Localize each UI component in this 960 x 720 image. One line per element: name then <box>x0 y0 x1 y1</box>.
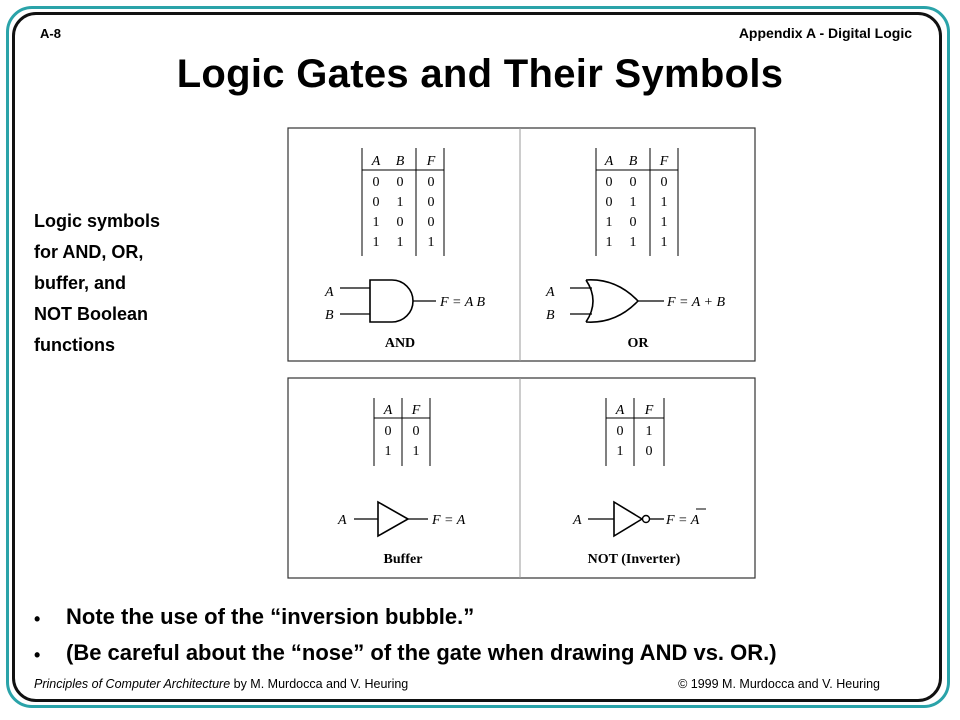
not-header-f: F <box>644 403 654 418</box>
and-cell: 0 <box>372 195 380 210</box>
not-truth-table <box>606 398 664 466</box>
and-cell: 0 <box>427 175 435 190</box>
or-cell: 1 <box>629 235 637 250</box>
buffer-cell: 1 <box>412 444 420 459</box>
or-input-a-label: A <box>546 285 555 300</box>
and-input-b-label: B <box>325 308 334 323</box>
and-gate-name: AND <box>384 336 416 351</box>
bullet-item <box>34 604 954 640</box>
not-cell: 0 <box>616 424 624 439</box>
bullet-item <box>34 640 954 676</box>
footer-authors: by M. Murdocca and V. Heuring <box>230 677 409 691</box>
footer-book-title: Principles of Computer Architecture <box>34 677 231 691</box>
and-input-a-label: A <box>325 285 334 300</box>
and-cell: 1 <box>427 235 435 250</box>
not-header-a: A <box>615 403 625 418</box>
and-truth-table <box>362 148 444 256</box>
and-cell: 0 <box>396 175 404 190</box>
and-cell: 1 <box>372 215 380 230</box>
and-header-f: F <box>426 154 436 169</box>
caption-line: functions <box>34 335 115 355</box>
buffer-cell: 0 <box>384 424 392 439</box>
or-header-a: A <box>604 154 614 169</box>
caption-line: buffer, and <box>34 273 127 293</box>
or-gate-symbol <box>570 280 664 322</box>
buffer-header-a: A <box>383 403 393 418</box>
or-cell: 0 <box>629 175 637 190</box>
and-gate-symbol <box>340 280 436 322</box>
or-cell: 0 <box>605 175 613 190</box>
buffer-gate-name: Buffer <box>383 552 423 567</box>
not-output-label: F = A <box>666 513 700 528</box>
or-truth-table <box>596 148 678 256</box>
or-cell: 0 <box>629 215 637 230</box>
footer-copyright: © 1999 M. Murdocca and V. Heuring <box>678 677 880 691</box>
not-output-overbar-var: A <box>690 513 700 528</box>
logic-gates-figure <box>286 126 758 584</box>
or-output-label: F = A + B <box>667 295 726 310</box>
or-cell: 1 <box>660 235 668 250</box>
or-header-f: F <box>659 154 669 169</box>
not-input-label: A <box>573 513 582 528</box>
buffer-truth-table <box>374 398 430 466</box>
slide-number: A-8 <box>40 26 61 41</box>
and-cell: 0 <box>396 215 404 230</box>
buffer-input-label: A <box>338 513 347 528</box>
caption-line: for AND, OR, <box>34 242 144 262</box>
buffer-cell: 0 <box>412 424 420 439</box>
or-cell: 1 <box>660 195 668 210</box>
bullet-list <box>34 604 954 676</box>
caption-line: Logic symbols <box>34 211 161 231</box>
buffer-cell: 1 <box>384 444 392 459</box>
and-cell: 1 <box>372 235 380 250</box>
or-gate-name: OR <box>627 336 649 351</box>
bullet-dot-icon: • <box>34 609 41 629</box>
top-panel-border <box>288 128 755 361</box>
page-title: Logic Gates and Their Symbols <box>176 52 784 96</box>
or-cell: 0 <box>605 195 613 210</box>
and-cell: 0 <box>427 195 435 210</box>
or-cell: 0 <box>660 175 668 190</box>
bullet-dot-icon: • <box>34 645 41 665</box>
or-header-b: B <box>628 154 638 169</box>
figure-caption <box>34 206 254 361</box>
and-header-a: A <box>371 154 381 169</box>
and-header-b: B <box>395 154 405 169</box>
not-gate-symbol <box>588 502 664 536</box>
buffer-gate-symbol <box>354 502 428 536</box>
bullet-text: (Be careful about the “nose” of the gate when drawing AND vs. OR.) <box>66 640 777 665</box>
not-cell: 0 <box>645 444 653 459</box>
or-cell: 1 <box>629 195 637 210</box>
and-output-label: F = A B <box>440 295 486 310</box>
and-cell: 1 <box>396 235 404 250</box>
and-cell: 0 <box>427 215 435 230</box>
or-cell: 1 <box>605 235 613 250</box>
section-header: Appendix A - Digital Logic <box>738 25 912 41</box>
bullet-text: Note the use of the “inversion bubble.” <box>66 604 475 629</box>
caption-line: NOT Boolean <box>34 304 149 324</box>
not-cell: 1 <box>645 424 653 439</box>
not-cell: 1 <box>616 444 624 459</box>
bottom-panel-border <box>288 378 755 578</box>
inversion-bubble-icon <box>643 516 650 523</box>
or-cell: 1 <box>660 215 668 230</box>
and-cell: 1 <box>396 195 404 210</box>
buffer-output-label: F = A <box>432 513 466 528</box>
not-gate-name: NOT (Inverter) <box>587 552 681 567</box>
buffer-header-f: F <box>411 403 421 418</box>
or-input-b-label: B <box>546 308 555 323</box>
or-cell: 1 <box>605 215 613 230</box>
footer-book-credit <box>34 677 408 691</box>
and-cell: 0 <box>372 175 380 190</box>
